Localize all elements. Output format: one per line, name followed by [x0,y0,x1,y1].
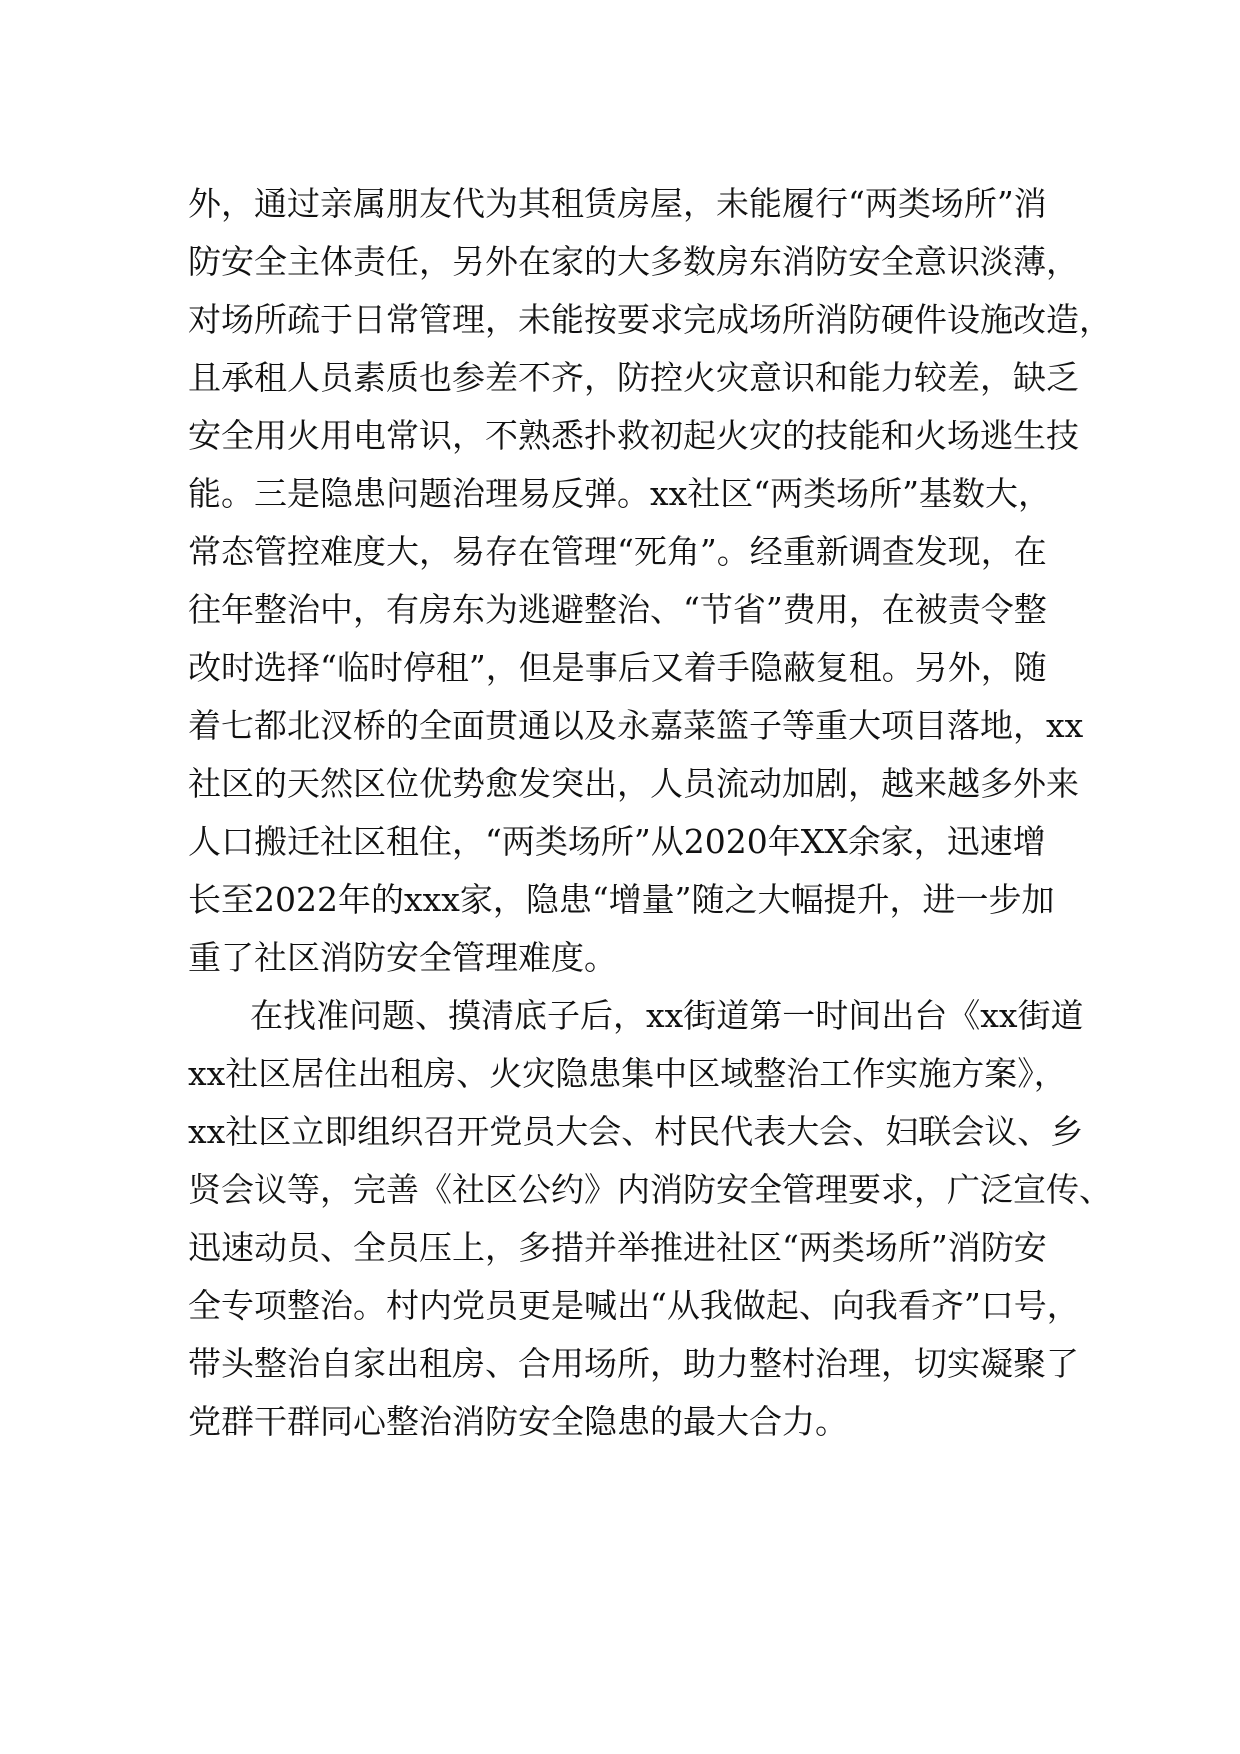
text-line: 能。三是隐患问题治理易反弹。xx社区“两类场所”基数大， [188,474,1051,513]
text-line: 贤会议等，完善《社区公约》内消防安全管理要求，广泛宣传、 [188,1170,1112,1209]
text-line: 全专项整治。村内党员更是喊出“从我做起、向我看齐”口号， [188,1286,1080,1325]
text-line: 党群干群同心整治消防安全隐患的最大合力。 [188,1402,848,1441]
text-line: 防安全主体责任，另外在家的大多数房东消防安全意识淡薄， [188,242,1079,281]
text-line: 对场所疏于日常管理，未能按要求完成场所消防硬件设施改造， [188,300,1112,339]
text-line: 改时选择“临时停租”，但是事后又着手隐蔽复租。另外，随 [188,648,1047,687]
text-line: 且承租人员素质也参差不齐，防控火灾意识和能力较差，缺乏 [188,358,1079,397]
text-line: 迅速动员、全员压上，多措并举推进社区“两类场所”消防安 [188,1228,1047,1267]
text-line: 在找准问题、摸清底子后，xx街道第一时间出台《xx街道 [250,996,1084,1035]
text-line: 常态管控难度大，易存在管理“死角”。经重新调查发现，在 [188,532,1047,571]
text-line: 往年整治中，有房东为逃避整治、“节省”费用，在被责令整 [188,590,1047,629]
text-line: 人口搬迁社区租住，“两类场所”从2020年XX余家，迅速增 [188,822,1046,861]
text-line: 安全用火用电常识，不熟悉扑救初起火灾的技能和火场逃生技 [188,416,1079,455]
text-line: xx社区居住出租房、火灾隐患集中区域整治工作实施方案》， [188,1054,1067,1093]
text-line: 着七都北汊桥的全面贯通以及永嘉菜篮子等重大项目落地，xx [188,706,1084,745]
text-line: 带头整治自家出租房、合用场所，助力整村治理，切实凝聚了 [188,1344,1079,1383]
text-line: 重了社区消防安全管理难度。 [188,938,617,977]
text-line: 社区的天然区位优势愈发突出，人员流动加剧，越来越多外来 [188,764,1079,803]
text-line: xx社区立即组织召开党员大会、村民代表大会、妇联会议、乡 [188,1112,1084,1151]
text-line: 长至2022年的xxx家，隐患“增量”随之大幅提升，进一步加 [188,880,1055,919]
text-line: 外，通过亲属朋友代为其租赁房屋，未能履行“两类场所”消 [188,184,1047,223]
